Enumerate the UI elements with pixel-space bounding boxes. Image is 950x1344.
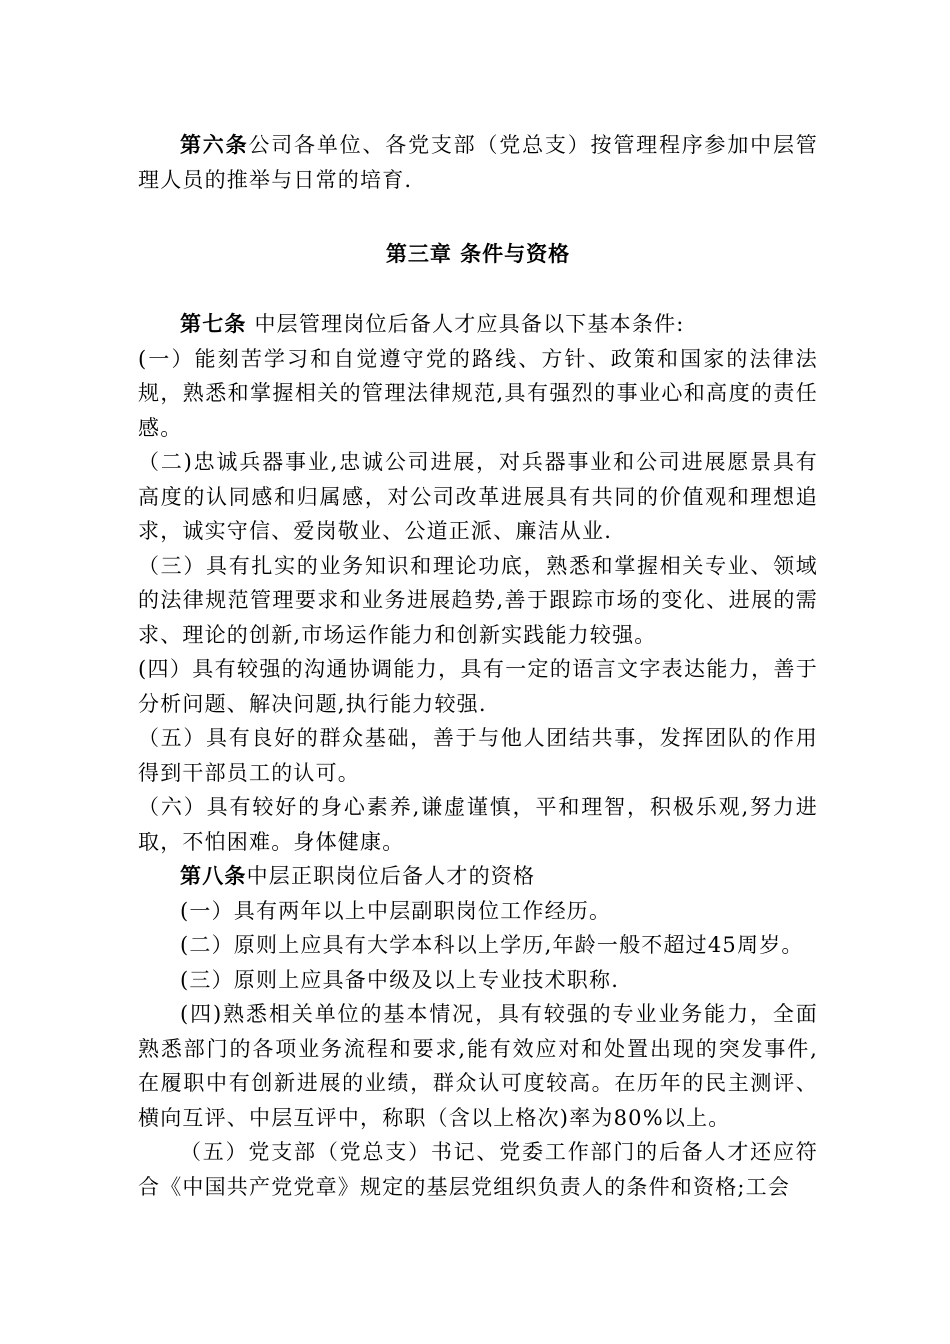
document-page — [138, 128, 818, 1204]
article-8 — [138, 859, 818, 894]
article-6-text: 公司各单位、各党支部（党总支）按管理程序参加中层管理人员的推举与日常的培育. — [138, 133, 818, 192]
chapter-3-heading: 第三章 条件与资格 — [385, 242, 571, 266]
article-8-item-3: (三）原则上应具备中级及以上专业技术职称. — [180, 967, 620, 992]
article-8-item-4: (四)熟悉相关单位的基本情况，具有较强的专业业务能力，全面熟悉部门的各项业务流程和要求,能有效应对和处置出现的突发事件,在履职中有创新进展的业绩，群众认可度较高。在历年的民主测评、横向互评、中层互评中，称职（含以上格次)率为80%以上。 — [138, 1002, 818, 1130]
article-6-title: 第六条 — [180, 133, 249, 157]
article-8-item-2: (二）原则上应具有大学本科以上学历,年龄一般不超过45周岁。 — [180, 933, 804, 957]
article-7-item-6: （六）具有较好的身心素养,谦虚谨慎，平和理智，积极乐观,努力进取，不怕困难。身体健康。 — [138, 795, 818, 854]
article-7-item-4: (四）具有较强的沟通协调能力，具有一定的语言文字表达能力，善于分析问题、解决问题,执行能力较强. — [138, 657, 818, 716]
article-8-title: 第八条 — [180, 864, 247, 888]
article-7 — [138, 307, 818, 342]
article-6 — [138, 128, 818, 197]
article-8-item-1: (一）具有两年以上中层副职岗位工作经历。 — [180, 898, 612, 923]
article-8-item-5: （五）党支部（党总支）书记、党委工作部门的后备人才还应符合《中国共产党党章》规定的基层党组织负责人的条件和资格;工会 — [138, 1140, 818, 1199]
article-7-title: 第七条 — [180, 312, 247, 336]
article-7-text: 中层管理岗位后备人才应具备以下基本条件: — [246, 312, 685, 336]
article-7-item-3: （三）具有扎实的业务知识和理论功底，熟悉和掌握相关专业、领域的法律规范管理要求和业务进展趋势,善于跟踪市场的变化、进展的需求、理论的创新,市场运作能力和创新实践能力较强。 — [138, 553, 818, 647]
article-8-text: 中层正职岗位后备人才的资格 — [246, 864, 536, 888]
article-7-item-2: （二)忠诚兵器事业,忠诚公司进展，对兵器事业和公司进展愿景具有高度的认同感和归属感，对公司改革进展具有共同的价值观和理想追求，诚实守信、爱岗敬业、公道正派、廉洁从业. — [138, 450, 818, 543]
article-7-item-1: (一）能刻苦学习和自觉遵守党的路线、方针、政策和国家的法律法规，熟悉和掌握相关的管理法律规范,具有强烈的事业心和高度的责任感。 — [138, 346, 818, 440]
article-7-item-5: （五）具有良好的群众基础，善于与他人团结共事，发挥团队的作用得到干部员工的认可。 — [138, 726, 818, 785]
